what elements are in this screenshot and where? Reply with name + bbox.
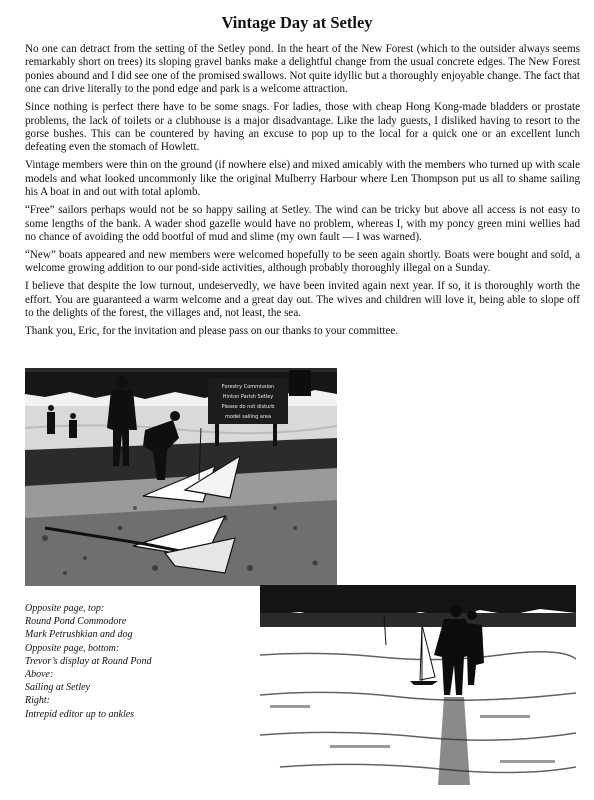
paragraph: No one can detract from the setting of the Setley pond. In the heart of the New Forest (which to the outsider always seems remarkably short on trees) its sloping gravel banks make a delightful change from the usual concrete edges. The New Forest ponies abound and I did see one of the promised swallows. Not quite idyllic but a thoroughly enjoyable change. The fact that one can drive literally to the pond edge and park is a welcome attraction. <box>25 43 580 96</box>
caption-line: Intrepid editor up to ankles <box>25 708 135 720</box>
caption-line: Opposite page, top: <box>25 603 105 614</box>
paragraph: Thank you, Eric, for the invitation and please pass on our thanks to your committee. <box>25 325 399 338</box>
paragraph: Vintage members were thin on the ground (if nowhere else) and mixed amicably with the members who turned up with scale models and what looked uncommonly like the original Mulberry Harbour where Len Thompson put us all to shame sailing his A boat in and out with total aplomb. <box>25 159 580 199</box>
caption-line: Opposite page, bottom: <box>25 642 120 654</box>
paragraph: “New” boats appeared and new members were welcomed hopefully to be seen again shortly. Boats were bought and sold, a welcome growing addition to our pond-side activities, although probably thoroughly illegal on a Sunday. <box>25 249 580 275</box>
caption-line: Right: <box>25 695 50 707</box>
paragraph: Since nothing is perfect there have to be some snags. For ladies, those with cheap Hong Kong-made bladders or prostate problems, the lack of toilets or a clubhouse is a major disadvantage. Like the lady guests, I disliked having to resort to the gorse bushes. This can be countered by having an excuse to pop up to the local for a quick one or an excellent lunch defeating even the stomach of Howlett. <box>25 101 580 154</box>
sign-text: model sailing area <box>224 414 272 420</box>
article-body <box>25 43 580 343</box>
paragraph: I believe that despite the low turnout, undeservedly, we have been invited again next year. If so, it is thoroughly worth the effort. You are guaranteed a warm welcome and a great day out. The wives and children will love it, being able to slope off to the delights of the forest, the villages and, not least, the sea. <box>25 280 580 320</box>
caption-line: Above: <box>25 669 54 681</box>
sign-text: Hinton Parish Setley <box>222 394 274 400</box>
photo-captions <box>25 602 255 721</box>
photo-editor-wading <box>260 585 576 786</box>
caption-line: Trevor’s display at Round Pond <box>25 655 152 667</box>
photo-sailing-at-setley <box>25 368 337 586</box>
page-title: Vintage Day at Setley <box>221 13 373 32</box>
caption-line: Round Pond Commodore <box>25 616 127 628</box>
sign-text: Forestry Commission <box>221 384 275 390</box>
caption-line: Sailing at Setley <box>25 682 90 694</box>
caption-line: Mark Petrushkian and dog <box>25 629 133 641</box>
paragraph: “Free” sailors perhaps would not be so happy sailing at Setley. The wind can be tricky but above all access is not easy to some lengths of the bank. A wader shod gazelle would have no problem, whereas I, with my poncy green mini wellies had no chance of avoiding the odd bootful of mud and slime (my own fault — I was warned). <box>25 204 580 244</box>
sign-text: Please do not disturb <box>221 404 275 410</box>
